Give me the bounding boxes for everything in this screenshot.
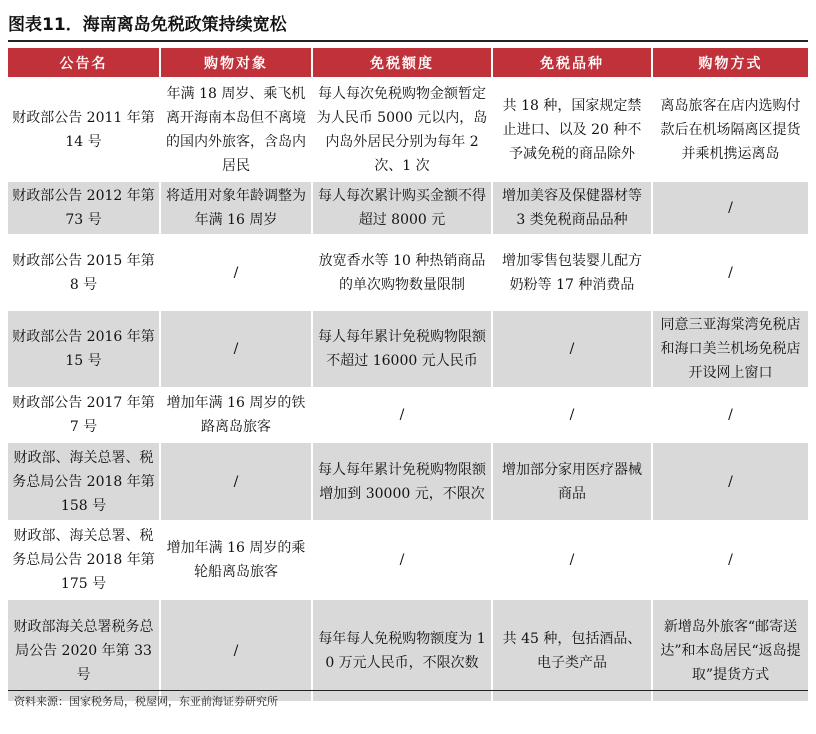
- header-announcement: 公告名: [8, 48, 160, 78]
- chart-title-bar: [8, 8, 808, 42]
- cell-eligible-buyers: /: [160, 310, 312, 388]
- cell-duty-free-quota: /: [312, 521, 492, 599]
- cell-purchase-method: 离岛旅客在店内选购付款后在机场隔离区提货并乘机携运离岛: [652, 78, 808, 181]
- cell-announcement: 财政部、海关总署、税务总局公告 2018 年第 158 号: [8, 442, 160, 521]
- cell-eligible-buyers: 将适用对象年龄调整为年满 16 周岁: [160, 181, 312, 235]
- header-eligible-buyers: 购物对象: [160, 48, 312, 78]
- cell-eligible-buyers: /: [160, 235, 312, 310]
- cell-purchase-method: 同意三亚海棠湾免税店和海口美兰机场免税店开设网上窗口: [652, 310, 808, 388]
- source-note: 资料来源：国家税务局，税屋网，东亚前海证券研究所: [14, 695, 278, 708]
- title-divider: [8, 40, 808, 42]
- cell-announcement: 财政部公告 2017 年第 7 号: [8, 388, 160, 442]
- cell-duty-free-quota: 每年每人免税购物额度为 10 万元人民币，不限次数: [312, 599, 492, 701]
- cell-eligible-buyers: 增加年满 16 周岁的铁路离岛旅客: [160, 388, 312, 442]
- header-product-categories: 免税品种: [492, 48, 652, 78]
- header-duty-free-quota: 免税额度: [312, 48, 492, 78]
- cell-product-categories: 共 18 种，国家规定禁止进口、以及 20 种不予减免税的商品除外: [492, 78, 652, 181]
- table-row: [8, 599, 808, 701]
- cell-purchase-method: /: [652, 181, 808, 235]
- cell-announcement: 财政部公告 2016 年第 15 号: [8, 310, 160, 388]
- cell-duty-free-quota: 每人每次累计购买金额不得超过 8000 元: [312, 181, 492, 235]
- cell-product-categories: /: [492, 310, 652, 388]
- cell-product-categories: /: [492, 388, 652, 442]
- cell-duty-free-quota: 放宽香水等 10 种热销商品的单次购物数量限制: [312, 235, 492, 310]
- cell-product-categories: 共 45 种，包括酒品、电子类产品: [492, 599, 652, 701]
- cell-product-categories: 增加部分家用医疗器械商品: [492, 442, 652, 521]
- cell-product-categories: 增加美容及保健器材等 3 类免税商品品种: [492, 181, 652, 235]
- cell-eligible-buyers: /: [160, 599, 312, 701]
- cell-announcement: 财政部海关总署税务总局公告 2020 年第 33 号: [8, 599, 160, 701]
- cell-announcement: 财政部公告 2012 年第 73 号: [8, 181, 160, 235]
- cell-eligible-buyers: 年满 18 周岁、乘飞机离开海南本岛但不离境的国内外旅客，含岛内居民: [160, 78, 312, 181]
- cell-product-categories: /: [492, 521, 652, 599]
- cell-purchase-method: /: [652, 521, 808, 599]
- cell-purchase-method: /: [652, 442, 808, 521]
- cell-eligible-buyers: 增加年满 16 周岁的乘轮船离岛旅客: [160, 521, 312, 599]
- cell-duty-free-quota: 每人每次免税购物金额暂定为人民币 5000 元以内，岛内岛外居民分别为每年 2 次、1 次: [312, 78, 492, 181]
- cell-duty-free-quota: 每人每年累计免税购物限额不超过 16000 元人民币: [312, 310, 492, 388]
- table-row: [8, 388, 808, 442]
- cell-duty-free-quota: /: [312, 388, 492, 442]
- cell-duty-free-quota: 每人每年累计免税购物限额增加到 30000 元，不限次: [312, 442, 492, 521]
- table-header-row: [8, 48, 808, 78]
- table-row: [8, 310, 808, 388]
- table-row: [8, 181, 808, 235]
- cell-purchase-method: /: [652, 235, 808, 310]
- cell-announcement: 财政部、海关总署、税务总局公告 2018 年第 175 号: [8, 521, 160, 599]
- cell-product-categories: 增加零售包装婴儿配方奶粉等 17 种消费品: [492, 235, 652, 310]
- page-title: 图表11．海南离岛免税政策持续宽松: [8, 15, 287, 35]
- table-row: [8, 442, 808, 521]
- table-row: [8, 78, 808, 181]
- table-row: [8, 235, 808, 310]
- cell-announcement: 财政部公告 2011 年第 14 号: [8, 78, 160, 181]
- source-divider: [8, 690, 808, 691]
- table-row: [8, 521, 808, 599]
- header-purchase-method: 购物方式: [652, 48, 808, 78]
- cell-announcement: 财政部公告 2015 年第 8 号: [8, 235, 160, 310]
- cell-purchase-method: 新增岛外旅客“邮寄送达”和本岛居民“返岛提取”提货方式: [652, 599, 808, 701]
- cell-eligible-buyers: /: [160, 442, 312, 521]
- cell-purchase-method: /: [652, 388, 808, 442]
- policy-table: [8, 48, 808, 701]
